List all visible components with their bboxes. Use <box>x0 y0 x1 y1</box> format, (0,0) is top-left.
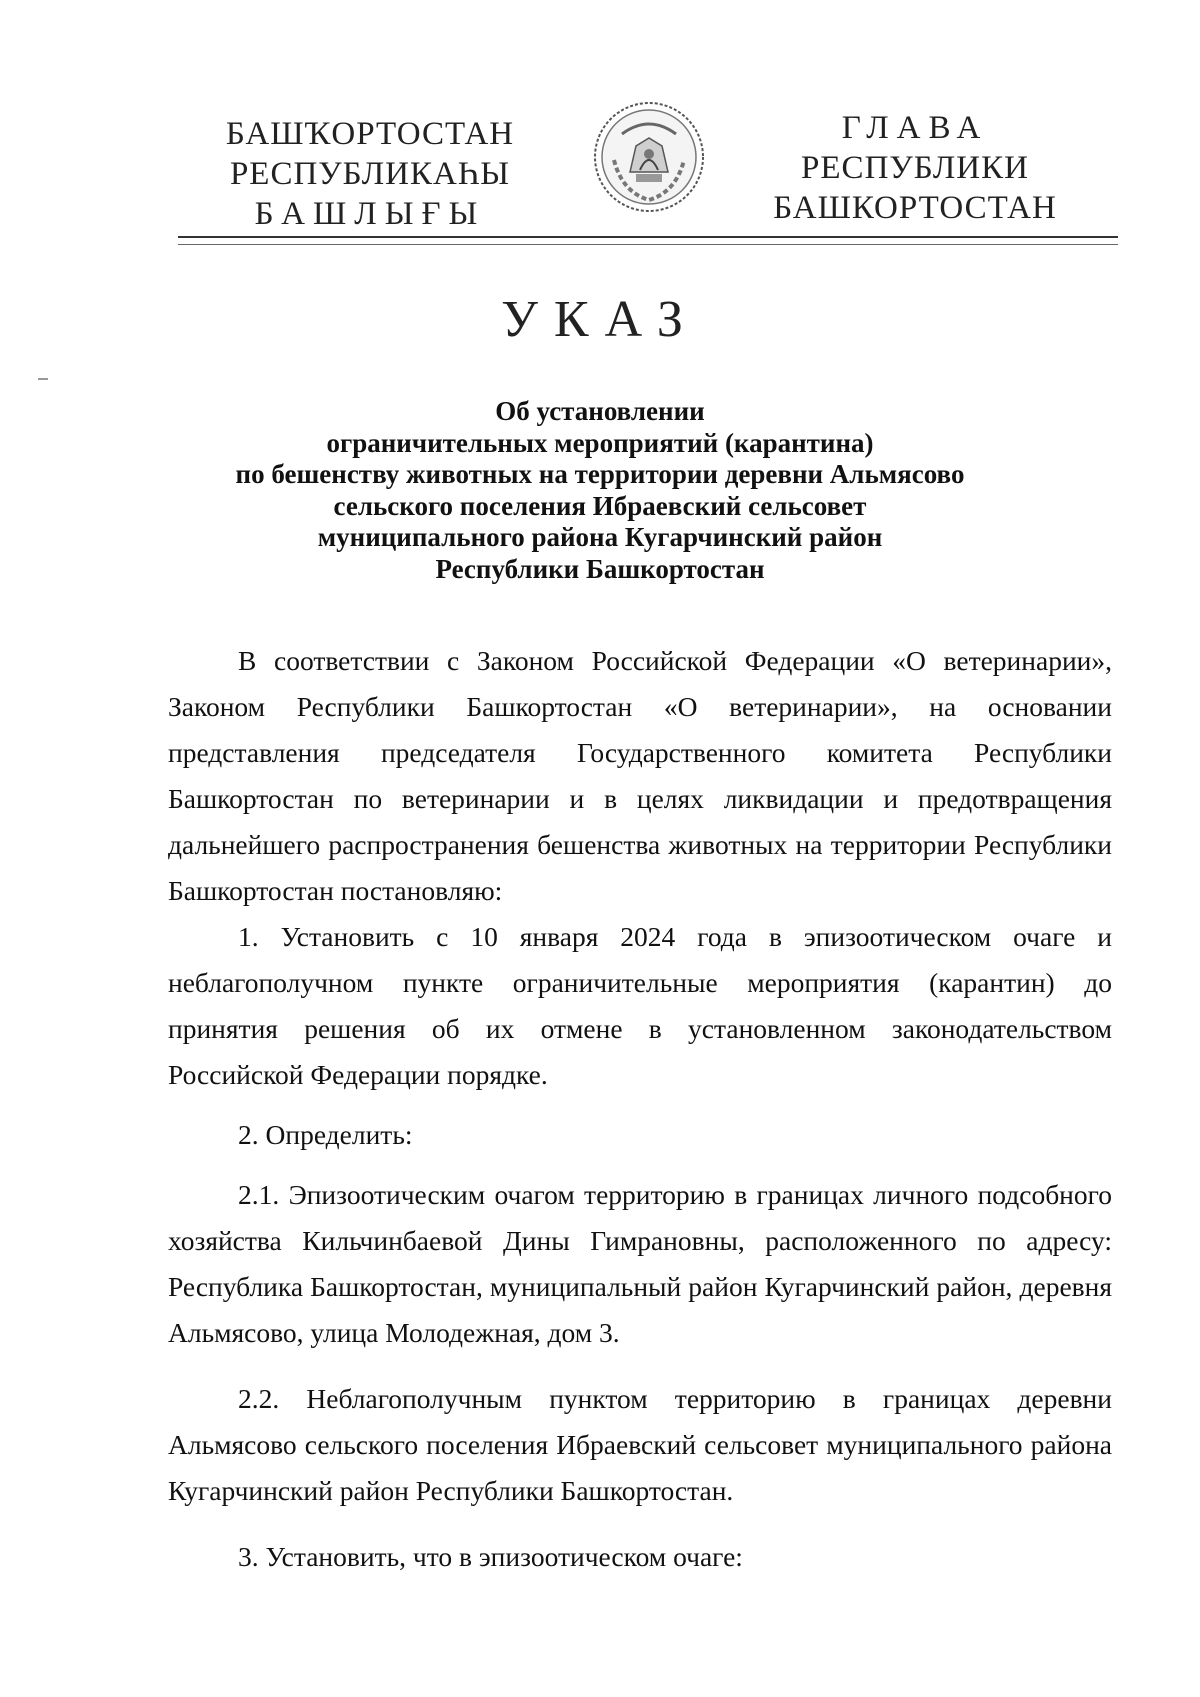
header-right-line-1: ГЛАВА <box>841 110 989 146</box>
subject-line-2: ограничительных мероприятий (карантина) <box>326 427 874 458</box>
header-left-line-1: БАШҠОРТОСТАН <box>225 116 515 152</box>
decree-body <box>168 638 1112 1580</box>
header-left-line-3: БАШЛЫҒЫ <box>254 196 486 232</box>
paragraph-1: 1. Установить с 10 января 2024 года в эпизоотическом очаге и неблагополучном пункте ограничительные мероприятия (карантин) до принятия решения об их отмене в установленном законодательством Российской Федерации порядке. <box>168 921 1112 1090</box>
subject-line-5: муниципального района Кугарчинский район <box>317 522 883 552</box>
header-divider <box>178 236 1118 245</box>
scan-mark <box>38 378 48 380</box>
decree-subject <box>150 396 1050 585</box>
paragraph-2: 2. Определить: <box>238 1119 413 1150</box>
header-russian-title <box>770 108 1060 228</box>
subject-line-3: по бешенству животных на территории деревни Альмясово <box>235 459 965 489</box>
paragraph-3: 3. Установить, что в эпизоотическом очаге: <box>238 1541 743 1572</box>
document-title: УКАЗ <box>501 291 699 348</box>
subject-line-1: Об установлении <box>495 396 705 426</box>
subject-line-6: Республики Башкортостан <box>435 553 765 584</box>
paragraph-2-2: 2.2. Неблагополучным пунктом территорию в границах деревни Альмясово сельского поселения Ибраевский сельсовет муниципального района Кугарчинский район Республики Башкортостан. <box>168 1383 1112 1506</box>
header-right-line-3: БАШКОРТОСТАН <box>773 190 1057 226</box>
header-right-line-2: РЕСПУБЛИКИ <box>801 150 1029 186</box>
paragraph-2-1: 2.1. Эпизоотическим очагом территорию в границах личного подсобного хозяйства Кильчинбаевой Дины Гимрановны, расположенного по адресу: Республика Башкортостан, муниципальный район Кугарчинский район, деревня Альмясово, улица Молодежная, дом 3. <box>168 1179 1112 1348</box>
header-bashkir-title <box>220 114 520 234</box>
preamble-paragraph: В соответствии с Законом Российской Федерации «О ветеринарии», Законом Республики Башкортостан «О ветеринарии», на основании представления председателя Государственного комитета Республики Башкортостан по ветеринарии и в целях ликвидации и предотвращения дальнейшего распространения бешенства животных на территории Республики Башкортостан постановляю: <box>168 645 1112 906</box>
coat-of-arms-emblem-icon <box>592 100 706 214</box>
header-left-line-2: РЕСПУБЛИКАҺЫ <box>229 156 511 192</box>
subject-line-4: сельского поселения Ибраевский сельсовет <box>333 490 867 521</box>
